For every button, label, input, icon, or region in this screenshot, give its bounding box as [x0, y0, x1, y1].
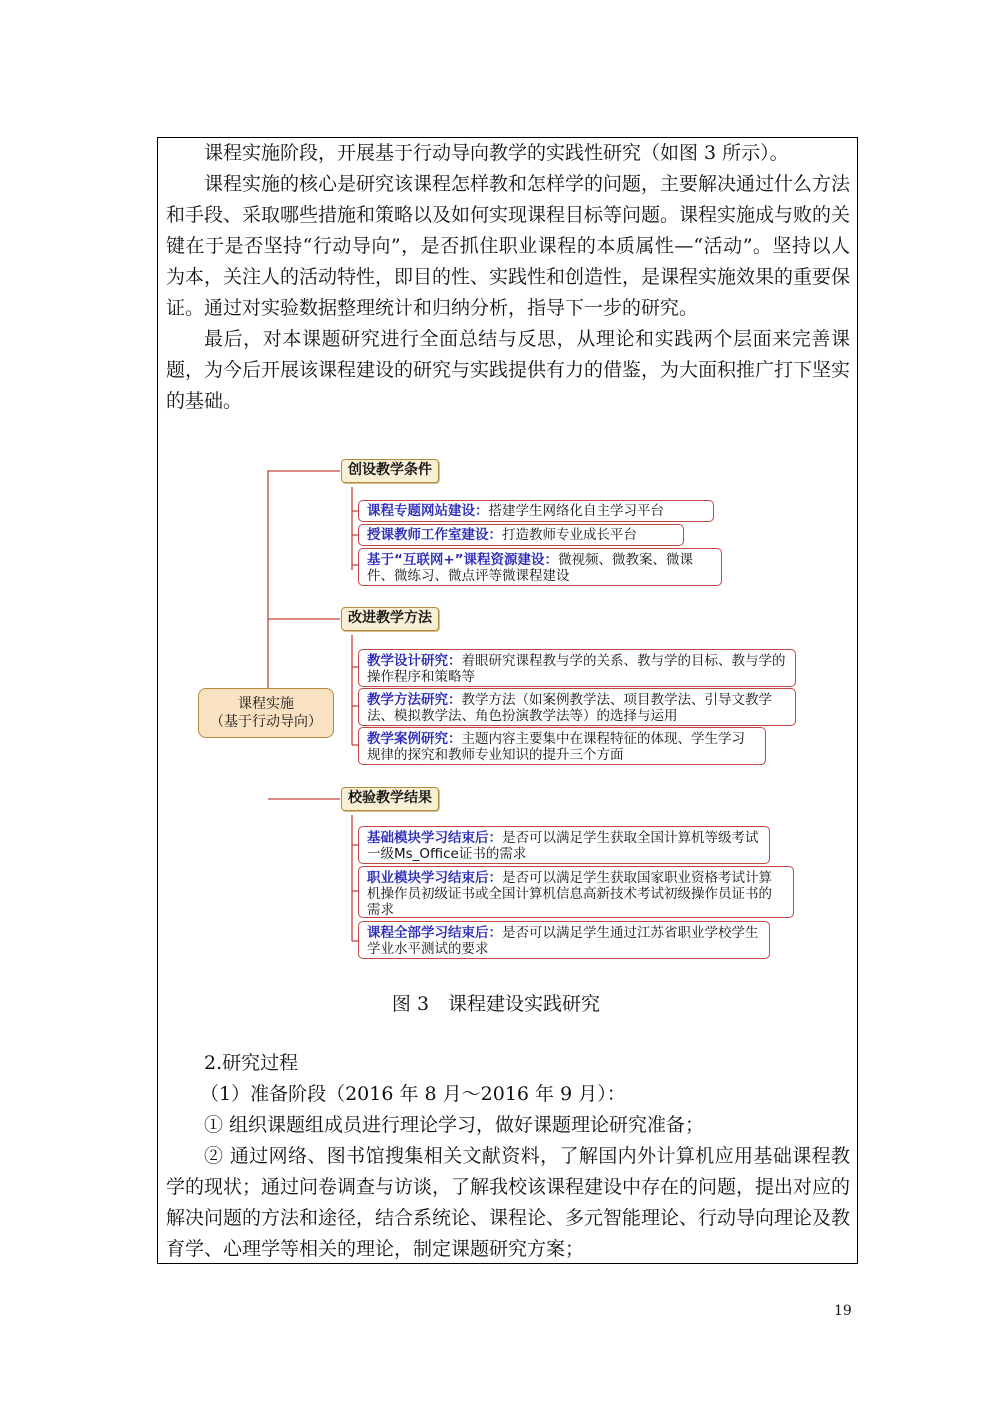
- list-item-2: ② 通过网络、图书馆搜集相关文献资料，了解国内外计算机应用基础课程教学的现状；通过问卷调查与访谈，了解我校该课程建设中存在的问题，提出对应的解决问题的方法和途径，结合系统论、课程论、多元智能理论、行动导向理论及教育学、心理学等相关的理论，制定课题研究方案；: [166, 1145, 851, 1260]
- item-key: 职业模块学习结束后：: [367, 870, 502, 886]
- item-key: 教学设计研究：: [367, 653, 462, 669]
- item-text: 是否可以满足学生获取国家职业资格考试计算机操作员初级证书或全国计算机信息高新技术考试初级操作员证书的需求: [367, 870, 772, 918]
- item-methods: [358, 688, 796, 726]
- list-item-1: ① 组织课题组成员进行理论学习，做好课题理论研究准备；: [204, 1114, 705, 1136]
- stage-line: （1）准备阶段（2016 年 8 月～2016 年 9 月）：: [200, 1083, 626, 1105]
- item-text: 主题内容主要集中在课程特征的体现、学生学习规律的探究和教师专业知识的提升三个方面: [367, 731, 745, 763]
- item-resources: [358, 548, 722, 586]
- item-text: 教学方法（如案例教学法、项目教学法、引导文教学法、模拟教学法、角色扮演教学法等）的选择与运用: [367, 692, 772, 724]
- diagram-root: [198, 688, 334, 738]
- item-text: 是否可以满足学生通过江苏省职业学校学生学业水平测试的要求: [367, 925, 759, 957]
- item-text: 着眼研究课程教与学的关系、教与学的目标、教与学的操作程序和策略等: [367, 653, 786, 685]
- item-key: 教学案例研究：: [367, 731, 462, 747]
- category-verify-results: 校验教学结果: [341, 787, 439, 811]
- item-text: 搭建学生网络化自主学习平台: [488, 503, 664, 519]
- root-line-2: （基于行动导向）: [210, 714, 322, 730]
- section-heading: 2.研究过程: [204, 1052, 299, 1074]
- item-key: 课程专题网站建设：: [367, 503, 489, 519]
- item-key: 课程全部学习结束后：: [367, 925, 502, 941]
- item-basic-module: [358, 826, 770, 864]
- category-teaching-methods: 改进教学方法: [341, 607, 439, 631]
- item-text: 是否可以满足学生获取全国计算机等级考试一级Ms_Office证书的需求: [367, 830, 759, 862]
- paragraph-3: 最后，对本课题研究进行全面总结与反思，从理论和实践两个层面来完善课题，为今后开展该课程建设的研究与实践提供有力的借鉴，为大面积推广打下坚实的基础。: [166, 328, 851, 412]
- paragraph-2: 课程实施的核心是研究该课程怎样教和怎样学的问题，主要解决通过什么方法和手段、采取哪些措施和策略以及如何实现课程目标等问题。课程实施成与败的关键在于是否坚持“行动导向”，是否抓住职业课程的本质属性—“活动”。坚持以人为本，关注人的活动特性，即目的性、实践性和创造性，是课程实施效果的重要保证。通过对实验数据整理统计和归纳分析，指导下一步的研究。: [166, 173, 851, 319]
- item-design: [358, 649, 796, 687]
- item-key: 基础模块学习结束后：: [367, 830, 502, 846]
- item-vocational-module: [358, 866, 794, 918]
- item-key: 授课教师工作室建设：: [367, 527, 502, 543]
- item-key: 教学方法研究：: [367, 692, 462, 708]
- item-cases: [358, 727, 766, 765]
- item-studio: [358, 524, 684, 546]
- item-all-modules: [358, 921, 770, 959]
- root-line-1: 课程实施: [238, 696, 294, 712]
- item-text: 微视频、微教案、微课件、微练习、微点评等微课程建设: [367, 552, 694, 584]
- paragraph-1: 课程实施阶段，开展基于行动导向教学的实践性研究（如图 3 所示）。: [204, 142, 789, 164]
- figure-caption: 图 3 课程建设实践研究: [391, 993, 601, 1015]
- item-text: 打造教师专业成长平台: [502, 527, 637, 543]
- item-website: [358, 500, 714, 522]
- item-key: 基于“互联网+”课程资源建设：: [367, 552, 559, 568]
- category-teaching-conditions: 创设教学条件: [341, 459, 439, 483]
- page-number: 19: [834, 1303, 852, 1319]
